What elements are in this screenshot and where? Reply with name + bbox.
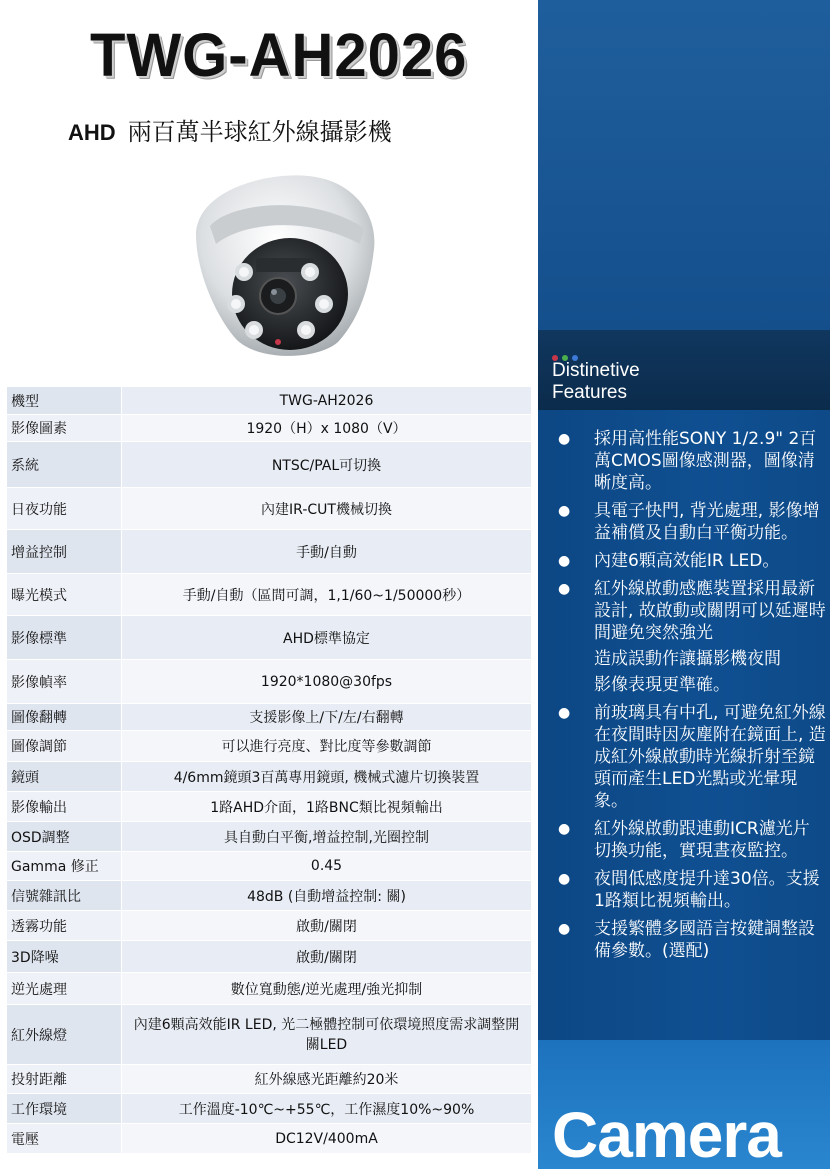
table-row [7,973,532,1005]
table-row [7,881,532,911]
spec-label: 3D降噪 [7,941,122,973]
feature-text: 夜間低感度提升達30倍。支援1路類比視頻輸出。 [594,869,820,911]
feature-item: ● 夜間低感度提升達30倍。支援1路類比視頻輸出。 [558,869,820,911]
spec-value: DC12V/400mA [122,1124,532,1154]
features-heading [552,360,640,404]
table-row [7,1124,532,1154]
spec-label: 機型 [7,387,122,415]
spec-label: 圖像調節 [7,731,122,762]
spec-label: 信號雜訊比 [7,881,122,911]
spec-label: 影像圖素 [7,415,122,442]
feature-text: 前玻璃具有中孔, 可避免紅外線在夜間時因灰塵附在鏡面上, 造成紅外線啟動時光線折射至鏡頭而產生LED光點或光暈現象。 [594,703,826,811]
spec-value: 紅外線感光距離約20米 [122,1065,532,1094]
spec-value: 手動/自動 [122,530,532,574]
spec-label: 紅外線燈 [7,1005,122,1065]
subtitle-tag: AHD [68,120,116,145]
table-row [7,387,532,415]
spec-value: NTSC/PAL可切換 [122,442,532,488]
features-heading-line2: Features [552,382,627,403]
feature-item: ● 支援繁體多國語言按鍵調整設備參數。(選配) [558,919,815,961]
feature-item: ● 紅外線啟動跟連動ICR濾光片切換功能，實現晝夜監控。 [558,819,810,861]
spec-value: 1路AHD介面，1路BNC類比視頻輸出 [122,792,532,822]
product-subtitle [68,112,392,147]
feature-text: 具電子快門, 背光處理, 影像增益補償及自動白平衡功能。 [594,501,820,543]
spec-value: 內建6顆高效能IR LED, 光二極體控制可依環境照度需求調整開關LED [122,1005,532,1065]
table-row [7,941,532,973]
panel-top-band [538,0,830,330]
spec-label: 圖像翻轉 [7,704,122,731]
table-row [7,731,532,762]
spec-value: 啟動/關閉 [122,941,532,973]
feature-item: ● 具電子快門, 背光處理, 影像增益補償及自動白平衡功能。 [558,501,820,543]
feature-text: 紅外線啟動跟連動ICR濾光片切換功能，實現晝夜監控。 [594,819,810,861]
spec-label: 影像幀率 [7,660,122,704]
spec-value: 具自動白平衡,增益控制,光圈控制 [122,822,532,852]
feature-text: 內建6顆高效能IR LED。 [594,551,780,571]
table-row [7,911,532,941]
spec-label: OSD調整 [7,822,122,852]
table-row [7,530,532,574]
spec-label: 工作環境 [7,1094,122,1124]
table-row [7,574,532,616]
spec-label: 日夜功能 [7,488,122,530]
spec-value: 1920*1080@30fps [122,660,532,704]
spec-label: 增益控制 [7,530,122,574]
spec-value: 工作溫度-10℃~+55℃，工作濕度10%~90% [122,1094,532,1124]
spec-value: AHD標準協定 [122,616,532,660]
spec-label: 影像標準 [7,616,122,660]
table-row [7,488,532,530]
spec-label: 曝光模式 [7,574,122,616]
spec-label: 透霧功能 [7,911,122,941]
table-row [7,1005,532,1065]
table-row [7,1094,532,1124]
table-row [7,616,532,660]
model-title: TWG-AH2026 [90,21,468,90]
feature-text: 紅外線啟動感應裝置採用最新設計, 故啟動或關閉可以延遲時間避免突然強光 [594,579,826,643]
table-row [7,792,532,822]
table-row [7,442,532,488]
subtitle-text: 兩百萬半球紅外線攝影機 [127,118,392,146]
feature-text: 採用高性能SONY 1/2.9" 2百萬CMOS圖像感測器，圖像清晰度高。 [594,429,817,493]
feature-item: ● 內建6顆高效能IR LED。 [558,551,780,571]
feature-item: ● 紅外線啟動感應裝置採用最新設計, 故啟動或關閉可以延遲時間避免突然強光 造成誤動作讓攝影機夜間 影像表現更準確。 [558,579,826,695]
table-row [7,415,532,442]
spec-value: 可以進行亮度、對比度等參數調節 [122,731,532,762]
table-row [7,704,532,731]
spec-value: 啟動/關閉 [122,911,532,941]
spec-label: 電壓 [7,1124,122,1154]
spec-value: 支援影像上/下/左/右翻轉 [122,704,532,731]
spec-value: 0.45 [122,852,532,881]
dome-camera-image [188,164,388,364]
feature-text: 支援繁體多國語言按鍵調整設備參數。(選配) [594,919,815,961]
feature-list [556,428,826,968]
table-row [7,1065,532,1094]
table-row [7,852,532,881]
features-heading-line1: Distinetive [552,360,640,381]
spec-value: 數位寬動態/逆光處理/強光抑制 [122,973,532,1005]
spec-value: 48dB (自動增益控制: 關) [122,881,532,911]
spec-value: 手動/自動（區間可調，1,1/60~1/50000秒） [122,574,532,616]
features-panel [538,0,830,1169]
spec-table [6,386,532,1154]
spec-value: 4/6mm鏡頭3百萬專用鏡頭, 機械式濾片切換裝置 [122,762,532,792]
spec-label: Gamma 修正 [7,852,122,881]
table-row [7,660,532,704]
feature-item: ● 前玻璃具有中孔, 可避免紅外線在夜間時因灰塵附在鏡面上, 造成紅外線啟動時光線折射至鏡頭而產生LED光點或光暈現象。 [558,703,826,811]
spec-label: 投射距離 [7,1065,122,1094]
feature-item: ● 採用高性能SONY 1/2.9" 2百萬CMOS圖像感測器，圖像清晰度高。 [558,429,817,493]
spec-value: 內建IR-CUT機械切換 [122,488,532,530]
table-row [7,822,532,852]
spec-label: 影像輸出 [7,792,122,822]
table-row [7,762,532,792]
feature-continuation: 影像表現更準確。 [594,675,730,695]
brand-wordmark: Camera [552,1099,781,1171]
spec-label: 逆光處理 [7,973,122,1005]
spec-value: 1920（H）x 1080（V） [122,415,532,442]
feature-continuation: 造成誤動作讓攝影機夜間 [594,649,781,669]
spec-label: 系統 [7,442,122,488]
spec-value: TWG-AH2026 [122,387,532,415]
spec-label: 鏡頭 [7,762,122,792]
